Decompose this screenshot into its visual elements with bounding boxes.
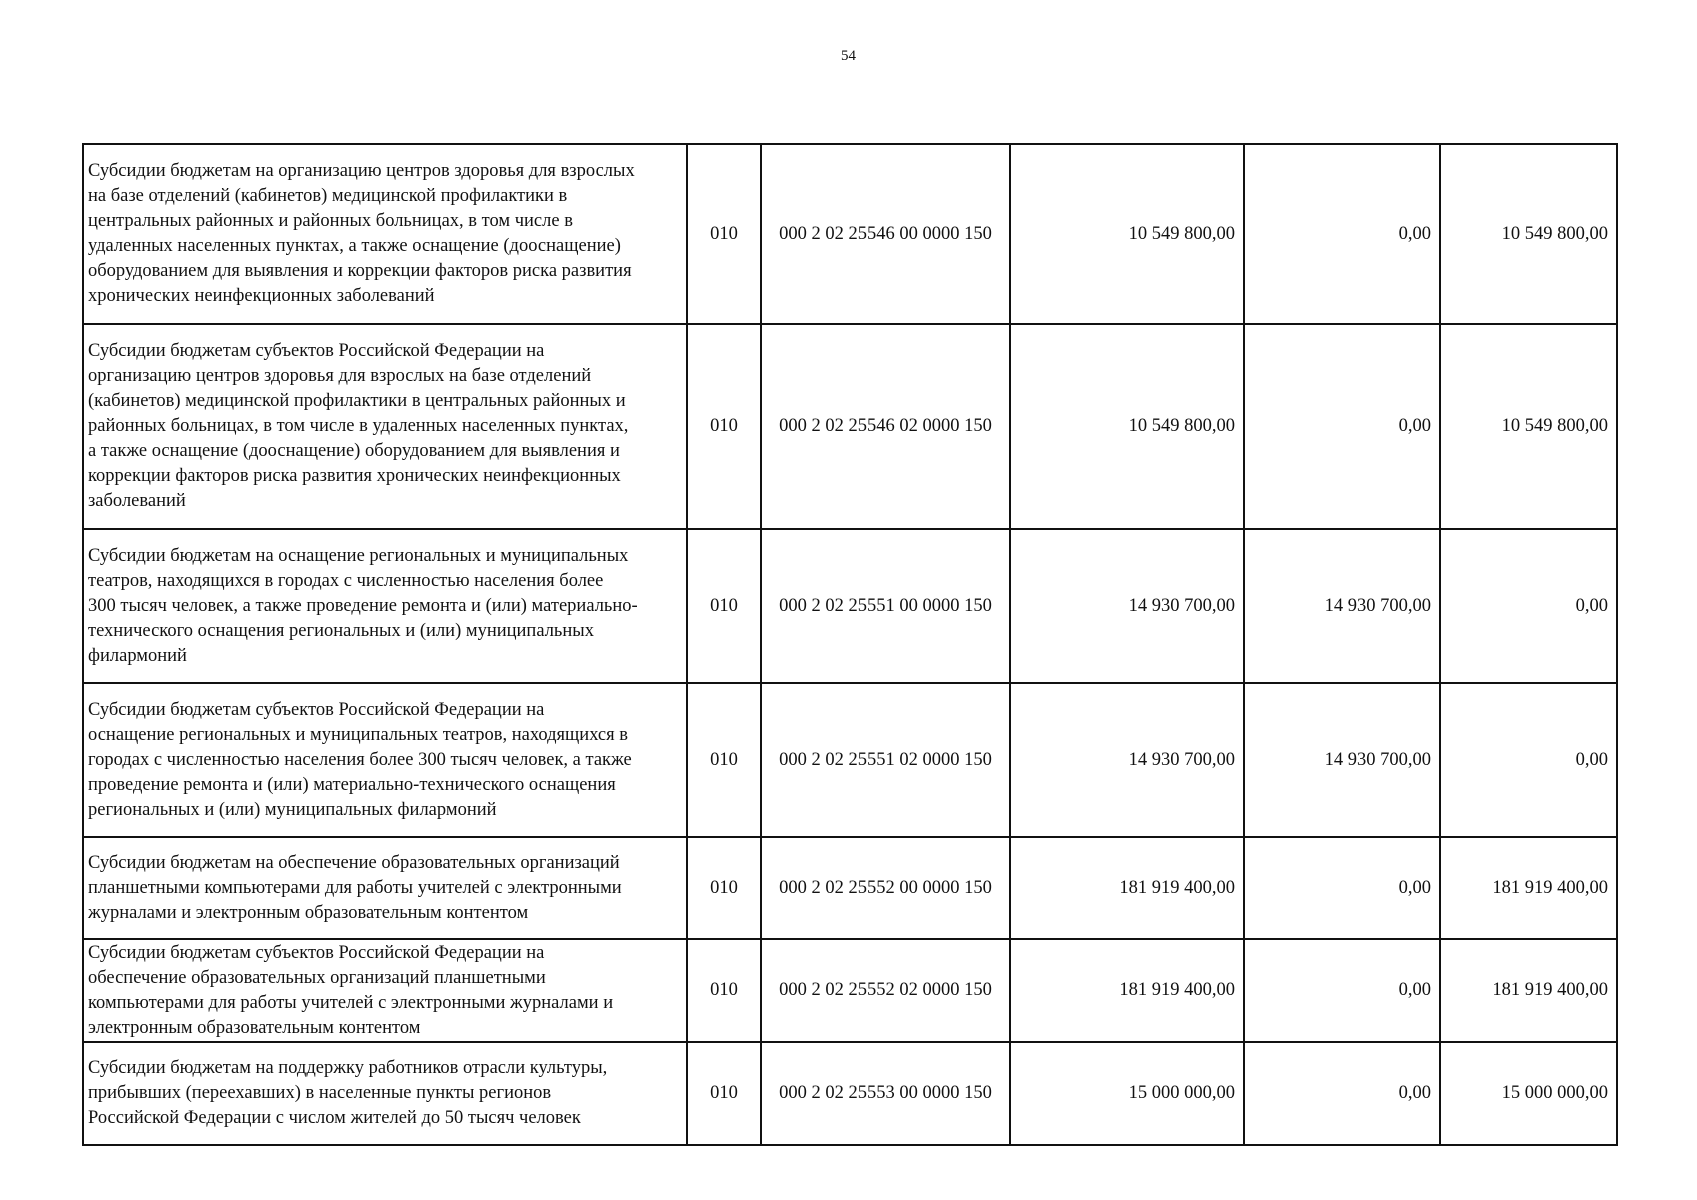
row-amount-1: 14 930 700,00 [1010,683,1244,837]
description-line: хронических неинфекционных заболеваний [88,286,435,306]
row-amount-1: 10 549 800,00 [1010,144,1244,324]
row-amount-2: 14 930 700,00 [1244,529,1440,683]
table-row [83,837,1617,939]
row-description [83,837,687,939]
description-line: технического оснащения региональных и (или) муниципальных [88,620,594,641]
description-line: компьютерами для работы учителей с электронными журналами и [88,992,614,1013]
row-amount-3: 181 919 400,00 [1440,939,1617,1042]
row-amount-1: 181 919 400,00 [1010,939,1244,1042]
description-line: на базе отделений (кабинетов) медицинской профилактики в [88,186,568,206]
row-amount-1: 10 549 800,00 [1010,324,1244,529]
description-line: (кабинетов) медицинской профилактики в центральных районных и [88,391,626,411]
row-code: 010 [687,683,761,837]
description-line: обеспечение образовательных организаций планшетными [88,967,546,988]
description-line: проведение ремонта и (или) материально-технического оснащения [88,774,616,795]
table-row [83,529,1617,683]
row-description [83,939,687,1042]
row-amount-3: 0,00 [1440,683,1617,837]
row-budget-code: 000 2 02 25546 00 0000 150 [761,144,1010,324]
table-row [83,939,1617,1042]
row-description [83,683,687,837]
row-amount-1: 14 930 700,00 [1010,529,1244,683]
row-budget-code: 000 2 02 25553 00 0000 150 [761,1042,1010,1145]
row-budget-code: 000 2 02 25551 02 0000 150 [761,683,1010,837]
row-description [83,324,687,529]
description-line: региональных и (или) муниципальных филармоний [88,799,497,820]
budget-table [82,143,1618,1146]
table-row [83,683,1617,837]
table-row [83,324,1617,529]
row-amount-2: 0,00 [1244,1042,1440,1145]
table-row [83,1042,1617,1145]
description-line: Субсидии бюджетам субъектов Российской Федерации на [88,341,545,361]
description-line: Субсидии бюджетам на поддержку работников отрасли культуры, [88,1058,608,1078]
description-line: филармоний [88,645,187,666]
row-amount-2: 14 930 700,00 [1244,683,1440,837]
description-line: центральных районных и районных больницах, в том числе в [88,211,573,231]
row-amount-3: 15 000 000,00 [1440,1042,1617,1145]
row-description [83,1042,687,1145]
row-amount-2: 0,00 [1244,837,1440,939]
description-line: электронным образовательным контентом [88,1017,421,1038]
row-amount-1: 15 000 000,00 [1010,1042,1244,1145]
row-code: 010 [687,1042,761,1145]
table-body [83,144,1617,1145]
description-line: удаленных населенных пунктах, а также оснащение (дооснащение) [88,236,621,256]
row-code: 010 [687,837,761,939]
description-line: планшетными компьютерами для работы учителей с электронными [88,877,622,898]
description-line: театров, находящихся в городах с численностью населения более [88,570,604,591]
description-line: Субсидии бюджетам субъектов Российской Федерации на [88,942,545,963]
row-budget-code: 000 2 02 25552 00 0000 150 [761,837,1010,939]
description-line: журналами и электронным образовательным контентом [88,902,529,923]
row-description [83,144,687,324]
row-amount-3: 181 919 400,00 [1440,837,1617,939]
row-amount-2: 0,00 [1244,939,1440,1042]
row-amount-3: 0,00 [1440,529,1617,683]
description-line: Российской Федерации с числом жителей до 50 тысяч человек [88,1108,581,1128]
description-line: заболеваний [88,491,186,511]
row-budget-code: 000 2 02 25546 02 0000 150 [761,324,1010,529]
table-row [83,144,1617,324]
description-line: районных больницах, в том числе в удаленных населенных пунктах, [88,416,629,436]
description-line: а также оснащение (дооснащение) оборудованием для выявления и [88,441,620,461]
description-line: оборудованием для выявления и коррекции факторов риска развития [88,261,632,281]
description-line: оснащение региональных и муниципальных театров, находящихся в [88,724,628,745]
description-line: Субсидии бюджетам на обеспечение образовательных организаций [88,852,620,873]
row-amount-2: 0,00 [1244,324,1440,529]
row-budget-code: 000 2 02 25551 00 0000 150 [761,529,1010,683]
description-line: прибывших (переехавших) в населенные пункты регионов [88,1083,552,1103]
row-amount-3: 10 549 800,00 [1440,144,1617,324]
row-code: 010 [687,939,761,1042]
description-line: организацию центров здоровья для взрослых на базе отделений [88,366,592,386]
description-line: Субсидии бюджетам на оснащение региональных и муниципальных [88,545,629,566]
description-line: 300 тысяч человек, а также проведение ремонта и (или) материально- [88,595,638,616]
page-number: 54 [841,48,856,64]
row-amount-2: 0,00 [1244,144,1440,324]
row-budget-code: 000 2 02 25552 02 0000 150 [761,939,1010,1042]
row-description [83,529,687,683]
description-line: городах с численностью населения более 300 тысяч человек, а также [88,749,632,770]
row-code: 010 [687,324,761,529]
description-line: коррекции факторов риска развития хронических неинфекционных [88,466,621,486]
description-line: Субсидии бюджетам на организацию центров здоровья для взрослых [88,161,635,181]
row-amount-1: 181 919 400,00 [1010,837,1244,939]
row-amount-3: 10 549 800,00 [1440,324,1617,529]
description-line: Субсидии бюджетам субъектов Российской Федерации на [88,699,545,720]
row-code: 010 [687,144,761,324]
row-code: 010 [687,529,761,683]
